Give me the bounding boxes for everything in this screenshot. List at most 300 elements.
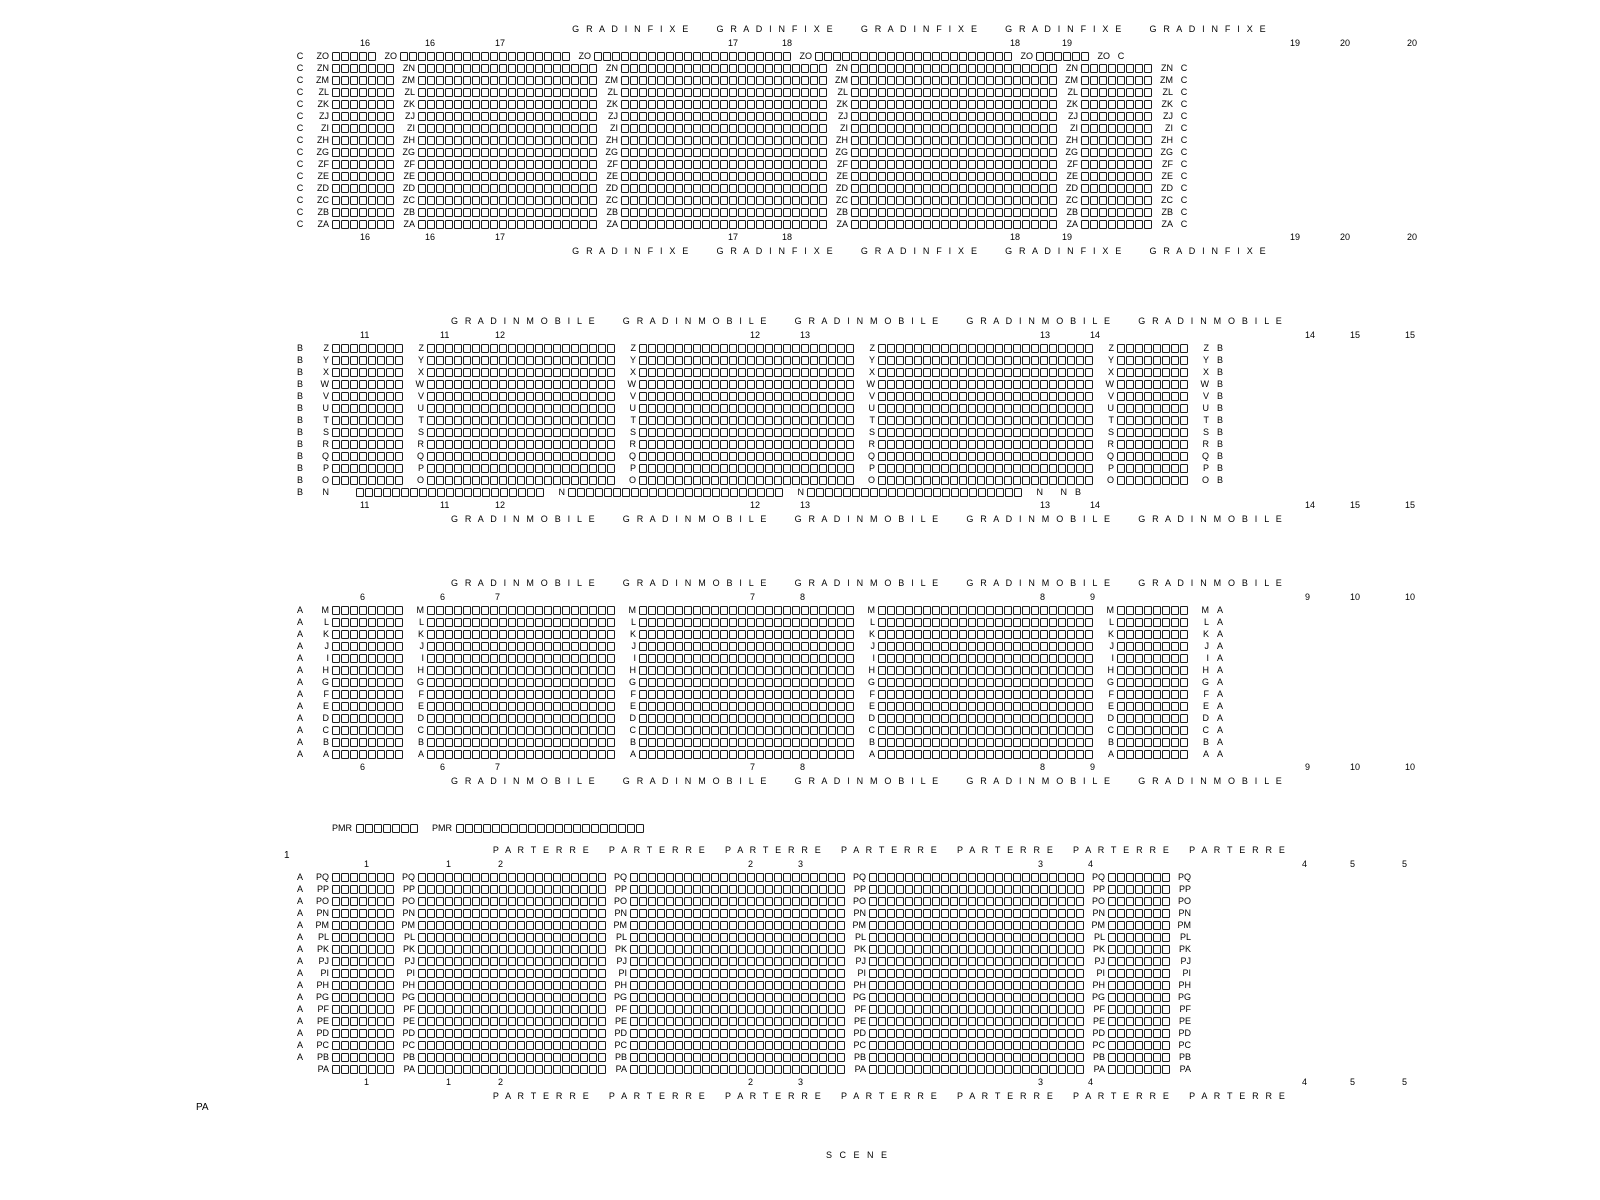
seat[interactable] [1135,666,1143,675]
seat[interactable] [1108,148,1116,157]
seat[interactable] [747,184,755,193]
seat[interactable] [350,392,358,401]
seat[interactable] [887,136,895,145]
seat[interactable] [517,160,525,169]
seat[interactable] [801,476,809,485]
seat[interactable] [1126,618,1134,627]
seat[interactable] [332,678,340,687]
seat[interactable] [544,738,552,747]
seat[interactable] [666,220,674,229]
seat[interactable] [427,885,435,894]
seat[interactable] [783,88,791,97]
seat[interactable] [1135,750,1143,759]
seat[interactable] [666,476,674,485]
seat[interactable] [1058,368,1066,377]
seat[interactable] [436,428,444,437]
seat[interactable] [553,76,561,85]
seat[interactable] [1126,64,1134,73]
seat[interactable] [639,64,647,73]
seat[interactable] [896,404,904,413]
seat[interactable] [905,52,913,61]
seat[interactable] [896,208,904,217]
seat[interactable] [1171,368,1179,377]
seat[interactable] [436,356,444,365]
seat[interactable] [508,184,516,193]
pmr-seat[interactable] [627,824,635,833]
seat[interactable] [427,606,435,615]
seat[interactable] [544,136,552,145]
seat[interactable] [386,124,394,133]
seat[interactable] [905,136,913,145]
seat[interactable] [639,726,647,735]
pmr-seat[interactable] [618,824,626,833]
seat[interactable] [828,606,836,615]
seat[interactable] [675,690,683,699]
seat[interactable] [810,750,818,759]
seat[interactable] [544,76,552,85]
seat[interactable] [598,630,606,639]
seat[interactable] [1067,476,1075,485]
seat[interactable] [846,476,854,485]
seat[interactable] [1004,112,1012,121]
seat[interactable] [490,208,498,217]
seat[interactable] [463,404,471,413]
seat[interactable] [932,726,940,735]
seat[interactable] [1117,726,1125,735]
seat[interactable] [765,88,773,97]
seat[interactable] [418,100,426,109]
seat[interactable] [950,464,958,473]
seat[interactable] [824,52,832,61]
seat[interactable] [720,368,728,377]
seat[interactable] [765,136,773,145]
seat[interactable] [657,452,665,461]
seat[interactable] [1049,440,1057,449]
seat[interactable] [648,440,656,449]
seat[interactable] [1081,52,1089,61]
seat[interactable] [711,618,719,627]
seat[interactable] [553,220,561,229]
seat[interactable] [950,196,958,205]
seat[interactable] [1117,148,1125,157]
seat[interactable] [923,124,931,133]
seat[interactable] [738,88,746,97]
seat[interactable] [499,606,507,615]
seat[interactable] [418,124,426,133]
seat[interactable] [657,654,665,663]
seat[interactable] [1076,416,1084,425]
seat[interactable] [562,344,570,353]
seat[interactable] [1022,726,1030,735]
seat[interactable] [837,678,845,687]
seat[interactable] [472,464,480,473]
seat[interactable] [490,738,498,747]
seat[interactable] [720,702,728,711]
seat[interactable] [1135,416,1143,425]
seat[interactable] [941,630,949,639]
seat[interactable] [914,440,922,449]
seat[interactable] [1022,356,1030,365]
seat[interactable] [986,897,994,906]
seat[interactable] [675,124,683,133]
seat[interactable] [454,404,462,413]
seat[interactable] [792,220,800,229]
seat[interactable] [580,208,588,217]
seat[interactable] [896,184,904,193]
seat[interactable] [1076,714,1084,723]
seat[interactable] [436,690,444,699]
seat[interactable] [490,909,498,918]
seat[interactable] [630,873,638,882]
seat[interactable] [914,160,922,169]
seat[interactable] [1085,464,1093,473]
seat[interactable] [1144,100,1152,109]
seat[interactable] [350,76,358,85]
seat[interactable] [454,738,462,747]
seat[interactable] [932,380,940,389]
seat[interactable] [792,100,800,109]
seat[interactable] [1004,160,1012,169]
seat[interactable] [977,630,985,639]
seat[interactable] [535,416,543,425]
seat[interactable] [837,392,845,401]
seat[interactable] [490,76,498,85]
seat[interactable] [526,124,534,133]
seat[interactable] [517,666,525,675]
seat[interactable] [517,208,525,217]
seat[interactable] [427,172,435,181]
seat[interactable] [436,148,444,157]
seat[interactable] [819,100,827,109]
seat[interactable] [1081,208,1089,217]
seat[interactable] [517,124,525,133]
seat[interactable] [377,476,385,485]
seat[interactable] [553,392,561,401]
seat[interactable] [828,654,836,663]
seat[interactable] [986,726,994,735]
seat[interactable] [463,428,471,437]
seat[interactable] [580,148,588,157]
seat[interactable] [837,464,845,473]
seat[interactable] [395,726,403,735]
seat[interactable] [747,714,755,723]
seat[interactable] [1153,666,1161,675]
seat[interactable] [941,160,949,169]
seat[interactable] [598,678,606,687]
seat[interactable] [368,476,376,485]
seat[interactable] [950,738,958,747]
seat[interactable] [684,606,692,615]
seat[interactable] [765,196,773,205]
seat[interactable] [756,642,764,651]
seat[interactable] [914,136,922,145]
seat[interactable] [887,184,895,193]
seat[interactable] [639,440,647,449]
seat[interactable] [887,738,895,747]
seat[interactable] [436,873,444,882]
seat[interactable] [1022,630,1030,639]
seat[interactable] [950,897,958,906]
seat[interactable] [598,909,606,918]
seat[interactable] [801,714,809,723]
seat[interactable] [774,464,782,473]
seat[interactable] [959,452,967,461]
seat[interactable] [350,873,358,882]
seat[interactable] [1040,404,1048,413]
seat[interactable] [711,738,719,747]
seat[interactable] [878,750,886,759]
seat[interactable] [1031,654,1039,663]
seat[interactable] [571,380,579,389]
seat[interactable] [589,136,597,145]
seat[interactable] [801,678,809,687]
seat[interactable] [828,642,836,651]
seat[interactable] [941,208,949,217]
seat[interactable] [544,124,552,133]
seat[interactable] [562,416,570,425]
seat[interactable] [860,136,868,145]
seat[interactable] [878,666,886,675]
seat[interactable] [1108,220,1116,229]
seat[interactable] [1135,100,1143,109]
seat[interactable] [765,606,773,615]
seat[interactable] [1162,404,1170,413]
seat[interactable] [332,184,340,193]
seat[interactable] [436,392,444,401]
seat[interactable] [1022,678,1030,687]
seat[interactable] [1153,642,1161,651]
seat[interactable] [801,88,809,97]
seat[interactable] [942,488,950,497]
seat[interactable] [1049,172,1057,181]
seat[interactable] [368,136,376,145]
seat[interactable] [571,654,579,663]
seat[interactable] [562,392,570,401]
seat[interactable] [783,702,791,711]
seat[interactable] [932,112,940,121]
seat[interactable] [977,654,985,663]
seat[interactable] [607,738,615,747]
seat[interactable] [774,428,782,437]
seat[interactable] [693,690,701,699]
seat[interactable] [1031,368,1039,377]
seat[interactable] [463,344,471,353]
seat[interactable] [869,136,877,145]
seat[interactable] [639,220,647,229]
seat[interactable] [630,52,638,61]
seat[interactable] [1031,452,1039,461]
seat[interactable] [1180,618,1188,627]
seat[interactable] [1144,690,1152,699]
seat[interactable] [508,654,516,663]
seat[interactable] [1072,52,1080,61]
seat[interactable] [932,220,940,229]
seat[interactable] [490,702,498,711]
seat[interactable] [783,392,791,401]
seat[interactable] [747,380,755,389]
seat[interactable] [508,702,516,711]
seat[interactable] [427,100,435,109]
seat[interactable] [332,464,340,473]
seat[interactable] [1058,464,1066,473]
seat[interactable] [729,618,737,627]
seat[interactable] [410,488,418,497]
seat[interactable] [1013,196,1021,205]
seat[interactable] [1135,160,1143,169]
seat[interactable] [612,52,620,61]
seat[interactable] [1058,714,1066,723]
seat[interactable] [702,100,710,109]
seat[interactable] [828,428,836,437]
seat[interactable] [508,100,516,109]
seat[interactable] [968,208,976,217]
seat[interactable] [1076,440,1084,449]
seat[interactable] [950,184,958,193]
seat[interactable] [720,184,728,193]
seat[interactable] [1135,873,1143,882]
seat[interactable] [1013,476,1021,485]
seat[interactable] [1144,136,1152,145]
seat[interactable] [1090,100,1098,109]
seat[interactable] [1049,160,1057,169]
seat[interactable] [950,416,958,425]
seat[interactable] [896,702,904,711]
seat[interactable] [738,690,746,699]
seat[interactable] [878,148,886,157]
seat[interactable] [738,136,746,145]
seat[interactable] [589,873,597,882]
seat[interactable] [427,702,435,711]
seat[interactable] [454,88,462,97]
seat[interactable] [499,690,507,699]
seat[interactable] [932,356,940,365]
seat[interactable] [463,885,471,894]
seat[interactable] [1144,160,1152,169]
seat[interactable] [756,690,764,699]
seat[interactable] [562,476,570,485]
seat[interactable] [1031,88,1039,97]
seat[interactable] [720,476,728,485]
seat[interactable] [490,196,498,205]
seat[interactable] [1085,738,1093,747]
seat[interactable] [1076,428,1084,437]
seat[interactable] [377,112,385,121]
seat[interactable] [1117,172,1125,181]
seat[interactable] [1076,897,1084,906]
seat[interactable] [729,678,737,687]
seat[interactable] [995,196,1003,205]
seat[interactable] [657,356,665,365]
seat[interactable] [941,76,949,85]
seat[interactable] [359,678,367,687]
seat[interactable] [738,148,746,157]
seat[interactable] [526,630,534,639]
seat[interactable] [1153,464,1161,473]
seat[interactable] [765,654,773,663]
seat[interactable] [1144,702,1152,711]
seat[interactable] [950,392,958,401]
seat[interactable] [932,654,940,663]
seat[interactable] [607,464,615,473]
seat[interactable] [630,196,638,205]
seat[interactable] [711,630,719,639]
seat[interactable] [648,100,656,109]
seat[interactable] [747,476,755,485]
seat[interactable] [851,124,859,133]
seat[interactable] [1031,64,1039,73]
seat[interactable] [995,666,1003,675]
seat[interactable] [472,160,480,169]
seat[interactable] [783,380,791,389]
seat[interactable] [774,702,782,711]
seat[interactable] [702,666,710,675]
seat[interactable] [747,392,755,401]
seat[interactable] [472,100,480,109]
seat[interactable] [887,428,895,437]
seat[interactable] [995,702,1003,711]
seat[interactable] [332,440,340,449]
seat[interactable] [747,897,755,906]
seat[interactable] [350,356,358,365]
seat[interactable] [878,100,886,109]
seat[interactable] [711,702,719,711]
seat[interactable] [720,452,728,461]
seat[interactable] [332,690,340,699]
seat[interactable] [544,690,552,699]
seat[interactable] [1099,64,1107,73]
seat[interactable] [720,64,728,73]
seat[interactable] [1013,344,1021,353]
seat[interactable] [869,124,877,133]
seat[interactable] [657,738,665,747]
seat[interactable] [837,380,845,389]
seat[interactable] [995,690,1003,699]
seat[interactable] [693,714,701,723]
seat[interactable] [580,136,588,145]
seat[interactable] [720,440,728,449]
seat[interactable] [1117,404,1125,413]
seat[interactable] [851,148,859,157]
seat[interactable] [896,220,904,229]
seat[interactable] [1049,368,1057,377]
seat[interactable] [598,452,606,461]
seat[interactable] [986,476,994,485]
seat[interactable] [1180,440,1188,449]
seat[interactable] [711,690,719,699]
seat[interactable] [906,488,914,497]
seat[interactable] [499,124,507,133]
seat[interactable] [1108,160,1116,169]
seat[interactable] [481,148,489,157]
seat[interactable] [914,64,922,73]
seat[interactable] [1004,873,1012,882]
seat[interactable] [1162,618,1170,627]
seat[interactable] [729,873,737,882]
seat[interactable] [666,714,674,723]
seat[interactable] [1076,464,1084,473]
seat[interactable] [607,344,615,353]
seat[interactable] [607,666,615,675]
seat[interactable] [1013,160,1021,169]
seat[interactable] [436,476,444,485]
seat[interactable] [589,112,597,121]
seat[interactable] [1076,873,1084,882]
seat[interactable] [959,428,967,437]
seat[interactable] [1022,172,1030,181]
seat[interactable] [445,172,453,181]
seat[interactable] [923,392,931,401]
seat[interactable] [968,356,976,365]
